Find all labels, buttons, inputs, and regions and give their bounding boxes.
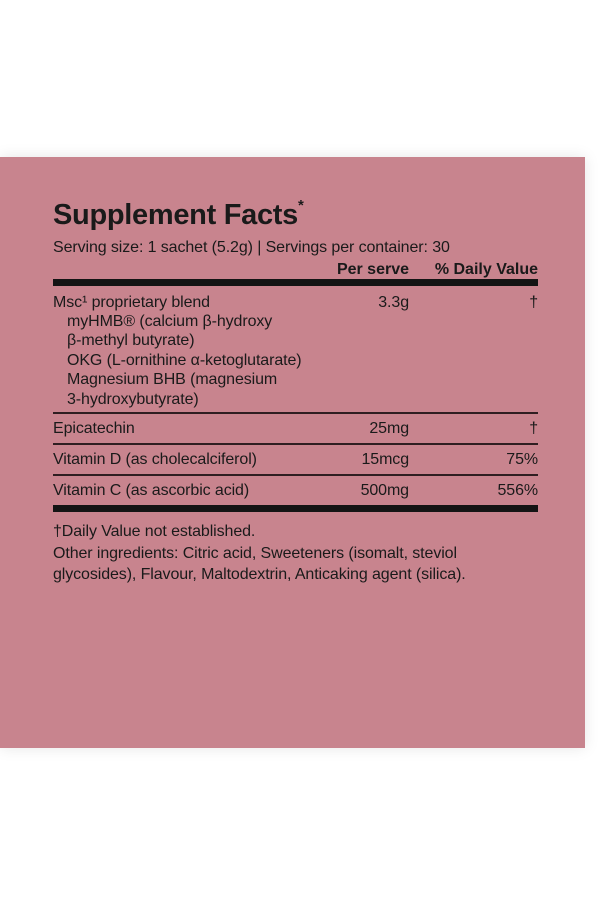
per-serve-value: 25mg [369,419,409,437]
per-serve-value: 500mg [360,481,409,499]
title-asterisk-marker: * [297,197,304,214]
sub-ingredient-line: OKG (L-ornithine α-ketoglutarate) [67,351,302,369]
thick-divider-top [53,279,538,286]
supplement-facts-title [53,197,538,231]
other-ingredients-text: Other ingredients: Citric acid, Sweeteners (isomalt, steviol glycosides), Flavour, Maltodextrin, Anticaking agent (silica). [53,545,466,584]
thick-divider-bottom [53,505,538,512]
daily-value: 556% [497,481,538,499]
sub-ingredient-line: 3-hydroxybutyrate) [67,390,199,408]
ingredient-name: Vitamin D (as cholecalciferol) [53,450,257,468]
serving-size-line: Serving size: 1 sachet (5.2g) | Servings per container: 30 [53,239,450,256]
per-serve-column-header: Per serve [336,261,409,278]
ingredient-name: Msc¹ proprietary blend [53,294,210,311]
table-row [53,476,538,505]
ingredient-name: Vitamin C (as ascorbic acid) [53,481,250,499]
table-header-row [53,261,538,279]
sub-ingredient-line: Magnesium BHB (magnesium [67,371,278,389]
blend-sub-ingredients [67,312,538,409]
sub-ingredient-line: myHMB® (calcium β-hydroxy [67,313,273,330]
table-row [53,414,538,443]
table-row [53,445,538,474]
table-row [53,286,538,412]
ingredient-name: Epicatechin [53,419,135,437]
per-serve-value: 15mcg [361,450,409,468]
supplement-facts-panel [0,157,585,748]
per-serve-value: 3.3g [378,294,409,311]
sub-ingredient-line: β-methyl butyrate) [67,332,195,350]
daily-value: † [529,294,538,311]
title-text: Supplement Facts [53,199,298,231]
daily-value-column-header: % Daily Value [434,261,538,278]
daily-value-footnote: †Daily Value not established. [53,523,256,541]
daily-value: † [529,419,538,437]
daily-value: 75% [506,450,538,468]
